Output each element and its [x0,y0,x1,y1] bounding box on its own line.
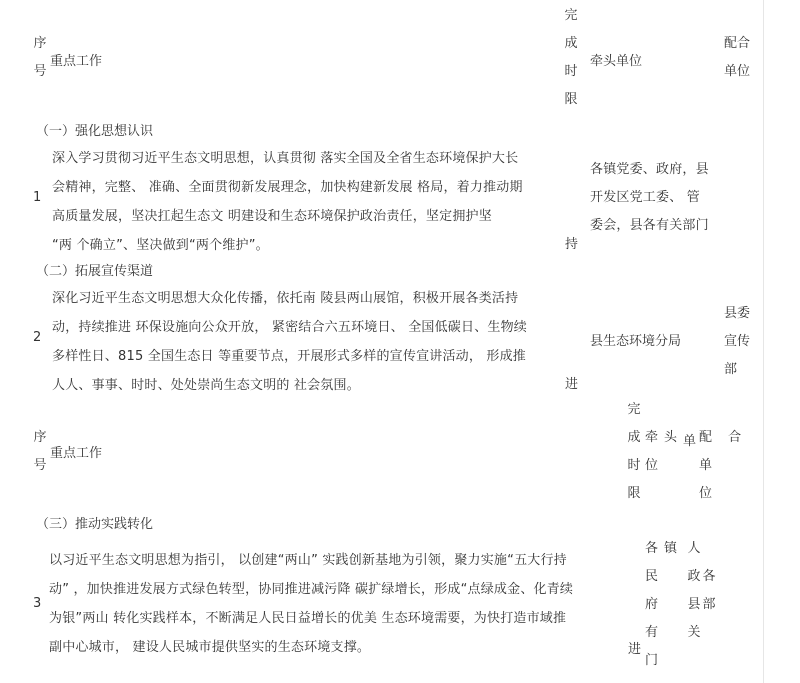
header-lead-tail: 单 [683,434,697,449]
row-1-text: 深入学习贯彻习近平生态文明思想，认真贯彻 落实全国及全省生态环境保护大长 会精神，完整、 准确、全面贯彻新发展理念，加快构建新发展 格局，着力推动期 高质量发展，坚决扛起生态文 明建设和生态环境保护政治责任，坚定拥护坚 “两 个确立”、坚决做到“两个维护”。 [52,151,523,253]
row-number: 1 [33,190,42,205]
section-title-1: （一）强化思想认识 [36,124,154,139]
row-1-deadline: 持 [565,237,579,252]
row-2-lead: 县生态环境分局 [590,334,682,349]
row-1-lead: 各镇党委、政府，县 开发区党工委、 管 委会，县各有关部门 [590,162,709,233]
header-seq: 序 号 [33,430,47,473]
header-coop: 配合 单位 [724,36,751,79]
header-lead: 牵头单位 [590,54,643,69]
section-title-3: （三）推动实践转化 [36,517,154,532]
header-deadline: 完 成 时 限 [564,8,578,107]
row-number: 3 [33,596,42,611]
right-divider [763,0,764,683]
row-2-text: 深化习近平生态文明思想大众化传播，依托南 陵县两山展馆，积极开展各类活持 动，持续推进 环保设施向公众开放， 紧密结合六五环境日、 全国低碳日、生物续 多样性日、815 全国生态日 等重要节点，开展形式多样的宣传宣讲活动， 形成推 人人、事事、时时、处处崇尚生态文明的 社会氛围。 [52,291,527,393]
row-3-coop: 各 部 [702,569,716,612]
row-2-deadline: 进 [565,377,579,392]
header-work: 重点工作 [50,54,103,69]
header-deadline: 完 成 时 限 [627,402,641,501]
header-seq: 序 号 [33,36,47,79]
header-work: 重点工作 [50,446,103,461]
row-3-lead-b: 人 政 县 关 [687,541,701,640]
row-number: 2 [33,330,42,345]
row-3-lead: 各镇 民 府 有 门 [645,541,684,668]
row-3-text: 以习近平生态文明思想为指引， 以创建“两山” 实践创新基地为引领，聚力实施“五大行持 动” ，加快推进发展方式绿色转型，协同推进减污降 碳扩绿增长，形成“点绿成金、化青续 为银”两山 转化实践样本，不断满足人民日益增长的优美 生态环境需要，为快打造市域推 副中心城市， 建设人民城市提供坚实的生态环境支撑。 [49,553,574,655]
section-title-2: （二）拓展宣传渠道 [36,264,154,279]
row-2-coop: 县委 宣传 部 [724,306,751,377]
header-lead: 牵头 位 [645,430,684,473]
header-coop: 配 合 单 位 [699,430,748,501]
row-3-deadline: 进 [628,642,642,657]
